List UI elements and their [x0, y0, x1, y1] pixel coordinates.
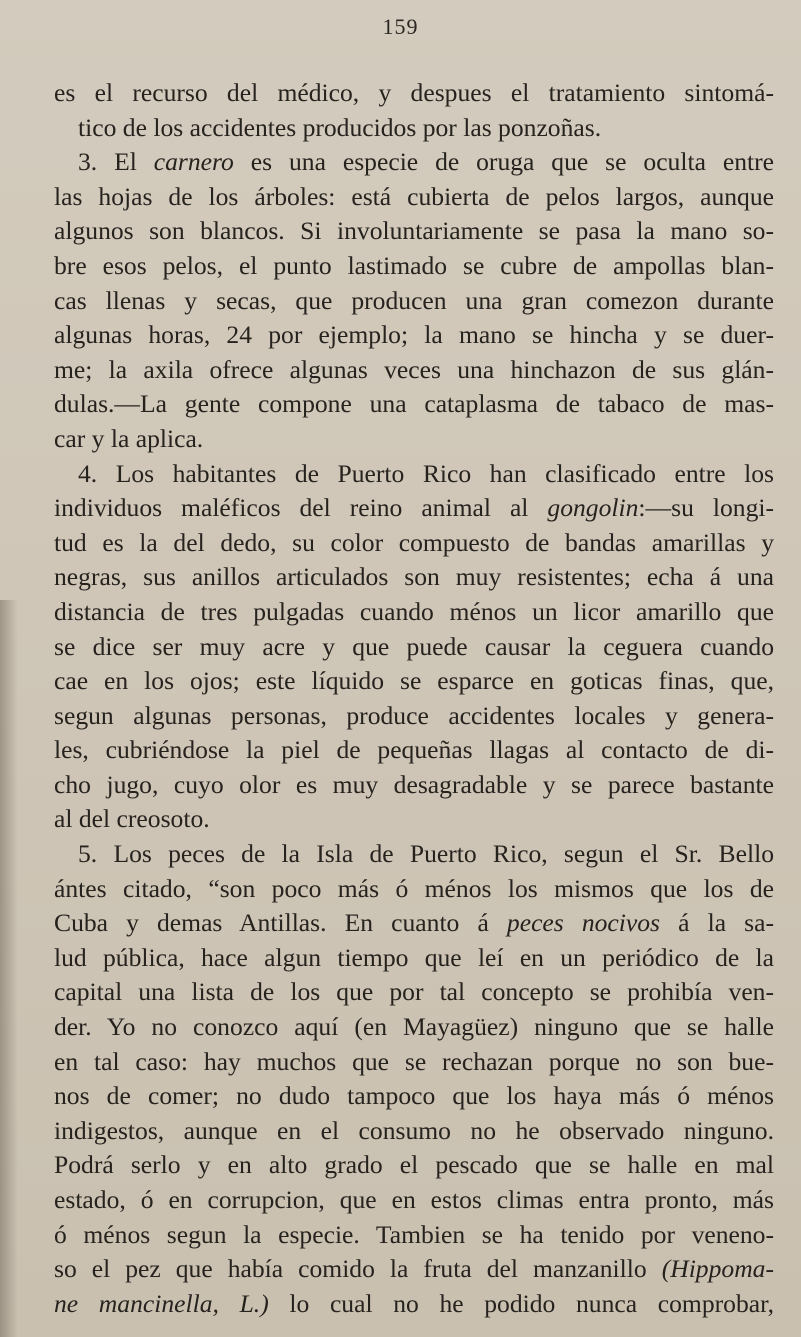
text-line: algunas horas, 24 por ejemplo; la mano se hincha y se duer- — [54, 320, 774, 350]
text-line: ne mancinella, L.) lo cual no he podido nunca comprobar, — [54, 1288, 774, 1318]
text-line: se dice ser muy acre y que puede causar la ceguera cuando — [54, 631, 774, 661]
text-line: indigestos, aunque en el consumo no he observado ninguno. — [54, 1115, 774, 1145]
text-line: lud pública, hace algun tiempo que leí en un periódico de la — [54, 942, 774, 972]
text-line: tud es la del dedo, su color compuesto de bandas amarillas y — [54, 527, 774, 557]
text-line: algunos son blancos. Si involuntariamente se pasa la mano so- — [54, 216, 774, 246]
body-text — [54, 76, 774, 1321]
text-line: tico de los accidentes producidos por las ponzoñas. — [78, 112, 602, 142]
text-line: ántes citado, “son poco más ó ménos los mismos que los de — [54, 873, 774, 903]
text-line: segun algunas personas, produce accidentes locales y genera- — [54, 700, 774, 730]
text-line: 5. Los peces de la Isla de Puerto Rico, segun el Sr. Bello — [78, 839, 774, 869]
text-line: bre esos pelos, el punto lastimado se cubre de ampollas blan- — [54, 250, 774, 280]
text-line: cas llenas y secas, que producen una gran comezon durante — [54, 285, 774, 315]
text-line: las hojas de los árboles: está cubierta de pelos largos, aunque — [54, 181, 774, 211]
text-line: ó ménos segun la especie. Tambien se ha tenido por veneno- — [54, 1219, 774, 1249]
text-line: nos de comer; no dudo tampoco que los haya más ó ménos — [54, 1081, 774, 1111]
text-line: estado, ó en corrupcion, que en estos climas entra pronto, más — [54, 1185, 774, 1214]
text-line: me; la axila ofrece algunas veces una hinchazon de sus glán- — [54, 354, 774, 384]
text-line: negras, sus anillos articulados son muy resistentes; echa á una — [54, 562, 774, 592]
text-line: so el pez que había comido la fruta del manzanillo (Hippoma- — [54, 1254, 774, 1284]
text-line: der. Yo no conozco aquí (en Mayagüez) ninguno que se halle — [54, 1012, 774, 1042]
text-line: cae en los ojos; este líquido se esparce en goticas finas, que, — [54, 666, 774, 696]
text-line: al del creosoto. — [54, 804, 210, 834]
text-line: 4. Los habitantes de Puerto Rico han clasificado entre los — [78, 458, 774, 488]
text-line: es el recurso del médico, y despues el tratamiento sintomá- — [54, 78, 774, 107]
text-line: 3. El carnero es una especie de oruga que se oculta entre — [78, 147, 774, 177]
text-line: car y la aplica. — [54, 423, 204, 453]
text-line: capital una lista de los que por tal concepto se prohibía ven- — [54, 977, 774, 1007]
text-line: individuos maléficos del reino animal al gongolin:—su longi- — [54, 493, 774, 523]
gutter-shadow — [0, 600, 18, 1337]
text-line: distancia de tres pulgadas cuando ménos un licor amarillo que — [54, 596, 774, 626]
text-line: Cuba y demas Antillas. En cuanto á peces nocivos á la sa- — [54, 908, 774, 938]
text-line: cho jugo, cuyo olor es muy desagradable y se parece bastante — [54, 769, 774, 799]
text-line: dulas.—La gente compone una cataplasma de tabaco de mas- — [54, 389, 774, 419]
text-line: les, cubriéndose la piel de pequeñas llagas al contacto de di- — [54, 735, 774, 765]
page-number: 159 — [382, 14, 419, 39]
text-line: en tal caso: hay muchos que se rechazan porque no son bue- — [54, 1046, 774, 1076]
text-line: Podrá serlo y en alto grado el pescado que se halle en mal — [54, 1150, 774, 1180]
